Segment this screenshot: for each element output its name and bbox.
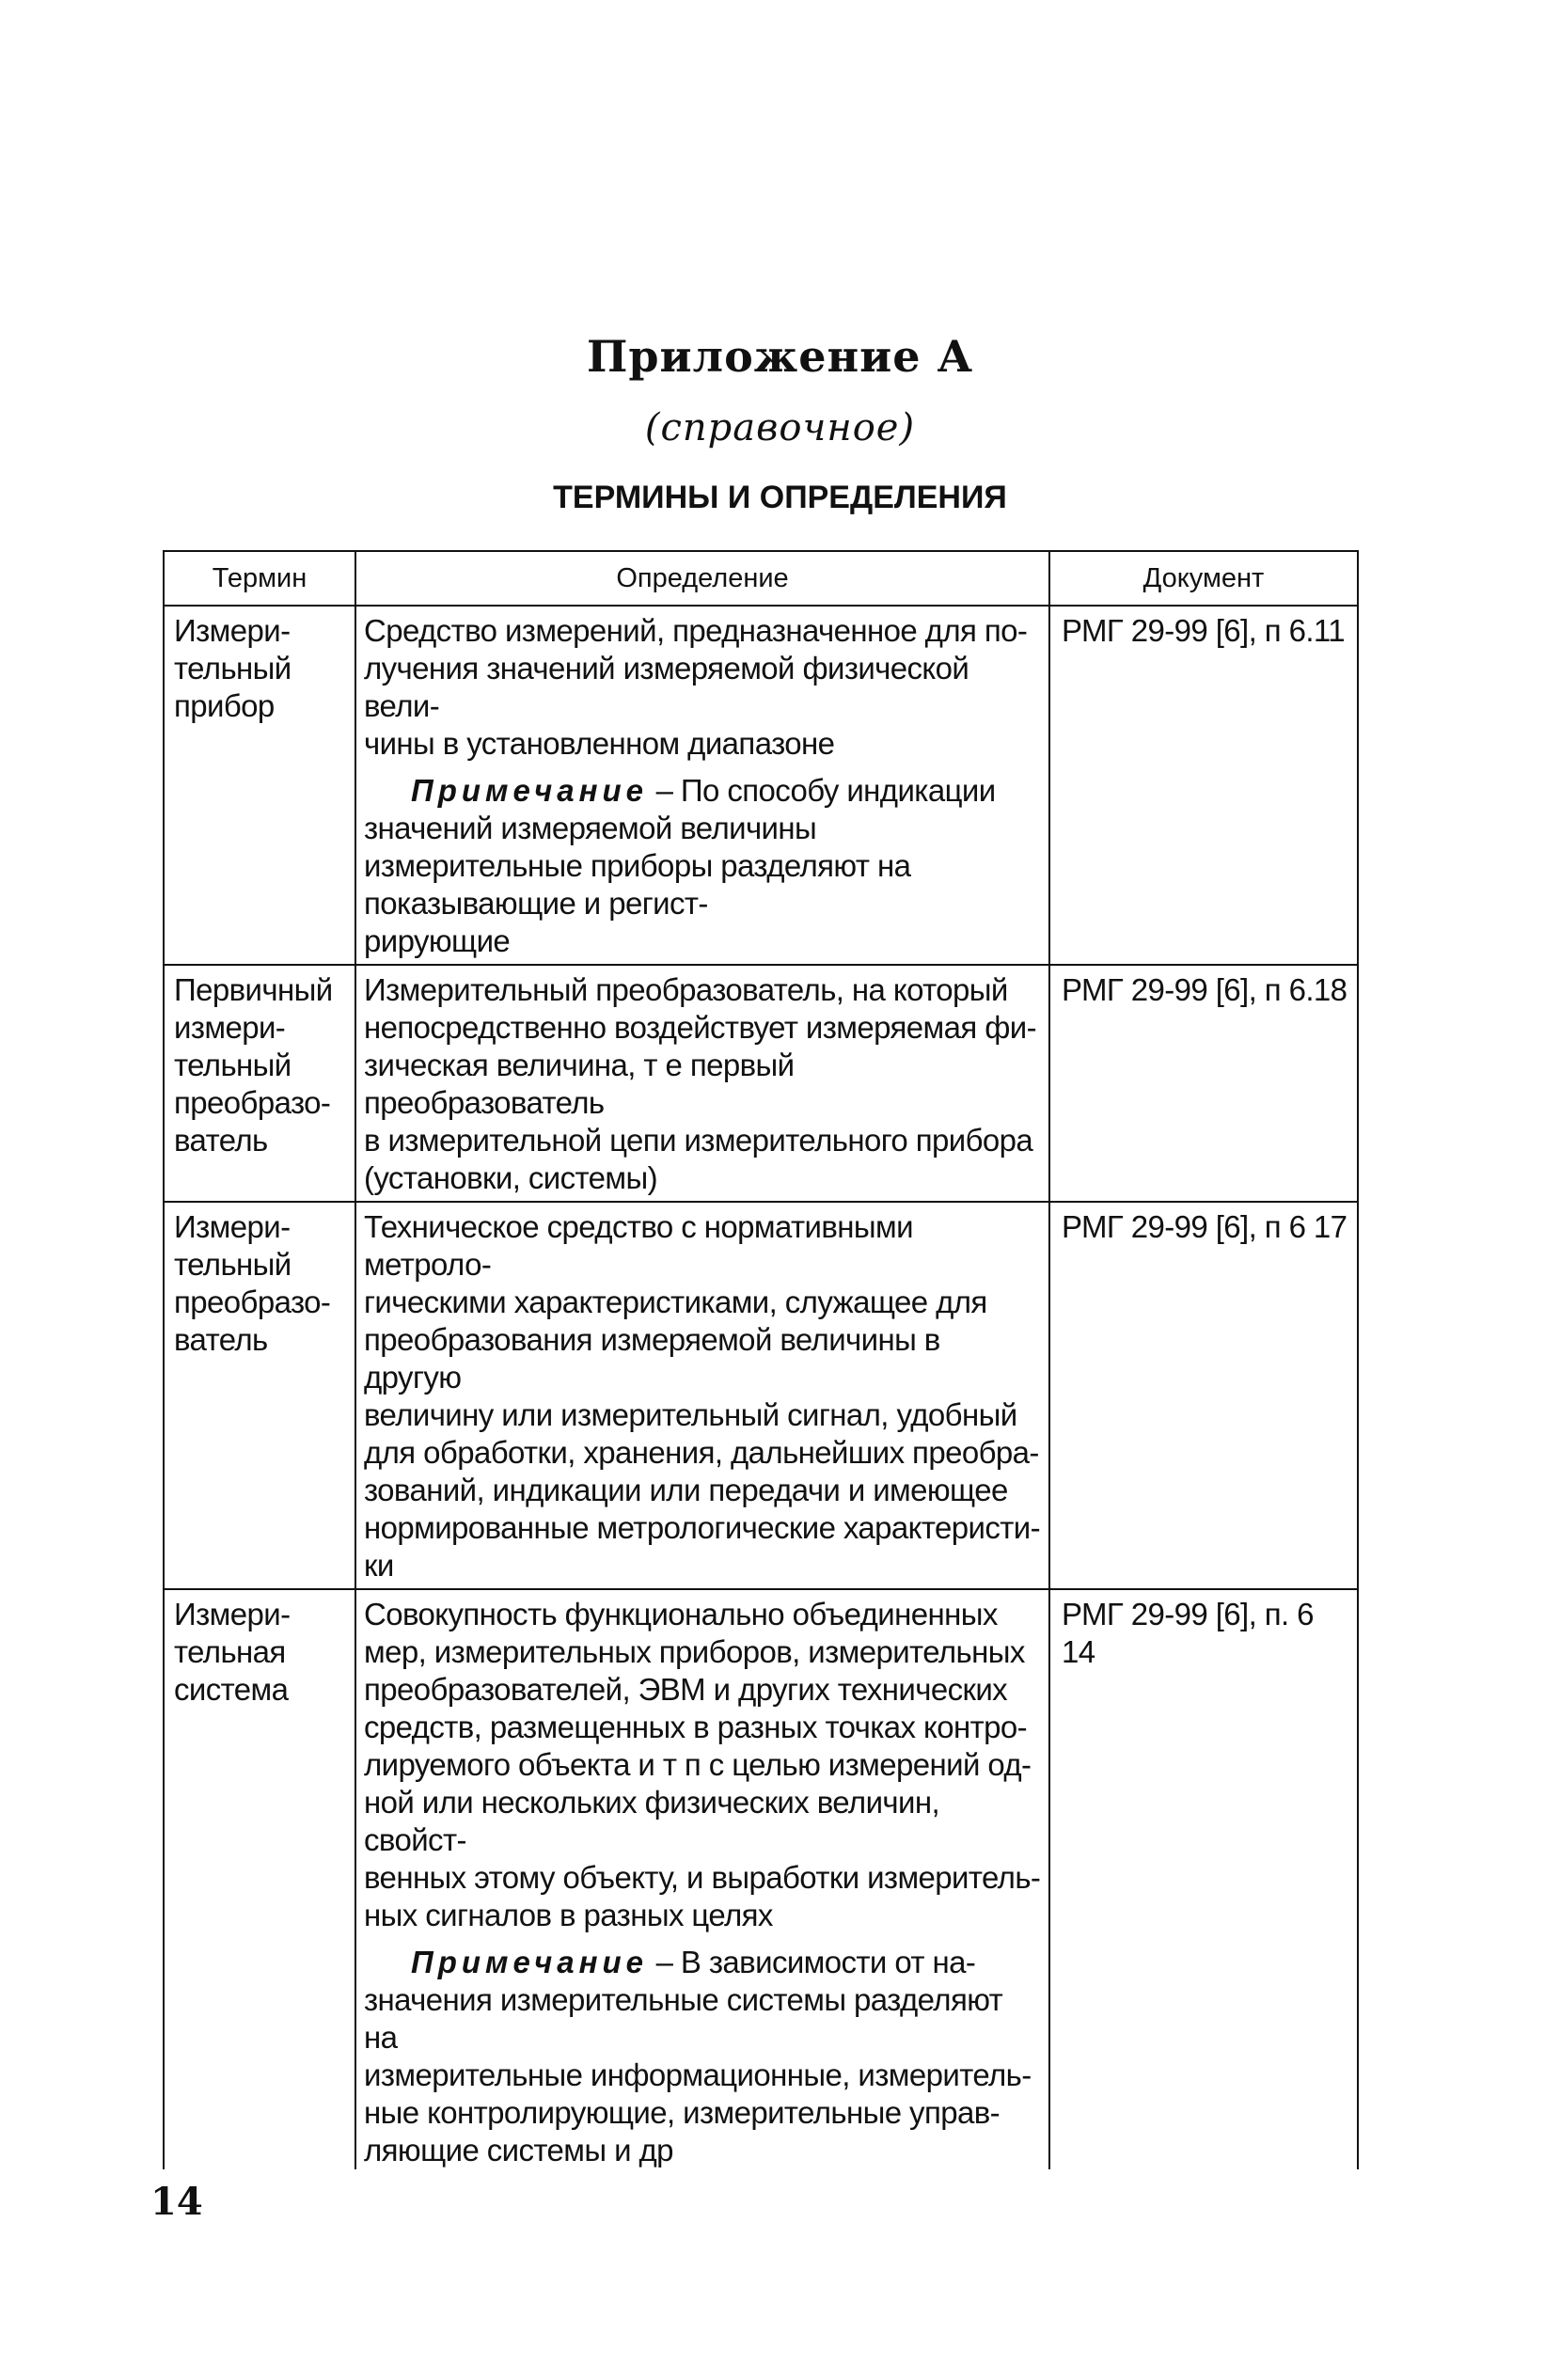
note [364,1944,1041,2169]
section-title: ТЕРМИНЫ И ОПРЕДЕЛЕНИЯ [553,480,1007,515]
document-cell [1049,965,1358,1202]
document-text: РМГ 29-99 [6], п 6.11 [1062,613,1345,648]
appendix-subtitle: (справочное) [644,406,916,449]
table-row [164,965,1358,1202]
definition-text: Техническое средство с нормативными метроло- гическими характеристиками, служащее для преобразования измеряемой величины в другую величину или измерительный сигнал, удобный для обработки, хранения, дальнейших преобра- зований, индикации или передачи и имеющее нормированные метрологические характеристи- ки [364,1209,1041,1583]
definition-text: Средство измерений, предназначенное для по- лучения значений измеряемой физической вели- чины в установленном диапазоне [364,613,1028,761]
document-cell [1049,1589,1358,2169]
definition-text: Измерительный преобразователь, на который непосредственно воздействует измеряемая фи- зическая величина, т е первый преобразователь в измерительной цепи измерительного прибора (установки, системы) [364,972,1036,1195]
term-text: Первичный измери- тельный преобразо- ватель [174,972,333,1158]
document-text: РМГ 29-99 [6], п. 6 14 [1062,1597,1314,1669]
term-cell [164,1202,355,1589]
document-cell [1049,1202,1358,1589]
term-text: Измери- тельный прибор [174,613,292,723]
term-cell [164,606,355,965]
note [364,772,1041,960]
document-text: РМГ 29-99 [6], п 6 17 [1062,1209,1347,1244]
term-cell [164,965,355,1202]
table-header-row [164,551,1358,606]
term-text: Измери- тельный преобразо- ватель [174,1209,331,1357]
definition-text: Совокупность функционально объединенных мер, измерительных приборов, измерительных преобразователей, ЭВМ и других технических средств, размещенных в разных точках контро- лируемого объекта и т п с целью измерений од- ной или нескольких физических величин, свойст- венных этому объекту, и выработки измеритель- ных сигналов в разных целях [364,1597,1041,1932]
header-document: Документ [1049,551,1358,606]
note-text: – В зависимости от на- значения измерительные системы разделяют на измерительные информационные, измеритель- ные контролирующие, измерительные управ- ляющие системы и др [364,1945,1032,2167]
term-cell [164,1589,355,2169]
appendix-title: Приложение А [586,331,974,382]
definition-cell [355,965,1049,1202]
header-term: Термин [164,551,355,606]
table-row [164,1589,1358,2169]
term-text: Измери- тельная система [174,1597,291,1707]
page-number: 14 [150,2180,203,2224]
definition-cell [355,1202,1049,1589]
note-label: Примечание [411,773,649,808]
note-label: Примечание [411,1945,649,1979]
definition-cell [355,1589,1049,2169]
definition-cell [355,606,1049,965]
table-row [164,1202,1358,1589]
table-row [164,606,1358,965]
terms-table [163,550,1359,2169]
document-text: РМГ 29-99 [6], п 6.18 [1062,972,1347,1007]
document-cell [1049,606,1358,965]
note-text: – По способу индикации значений измеряемой величины измерительные приборы разделяют на показывающие и регист- рирующие [364,773,996,958]
header-definition: Определение [355,551,1049,606]
